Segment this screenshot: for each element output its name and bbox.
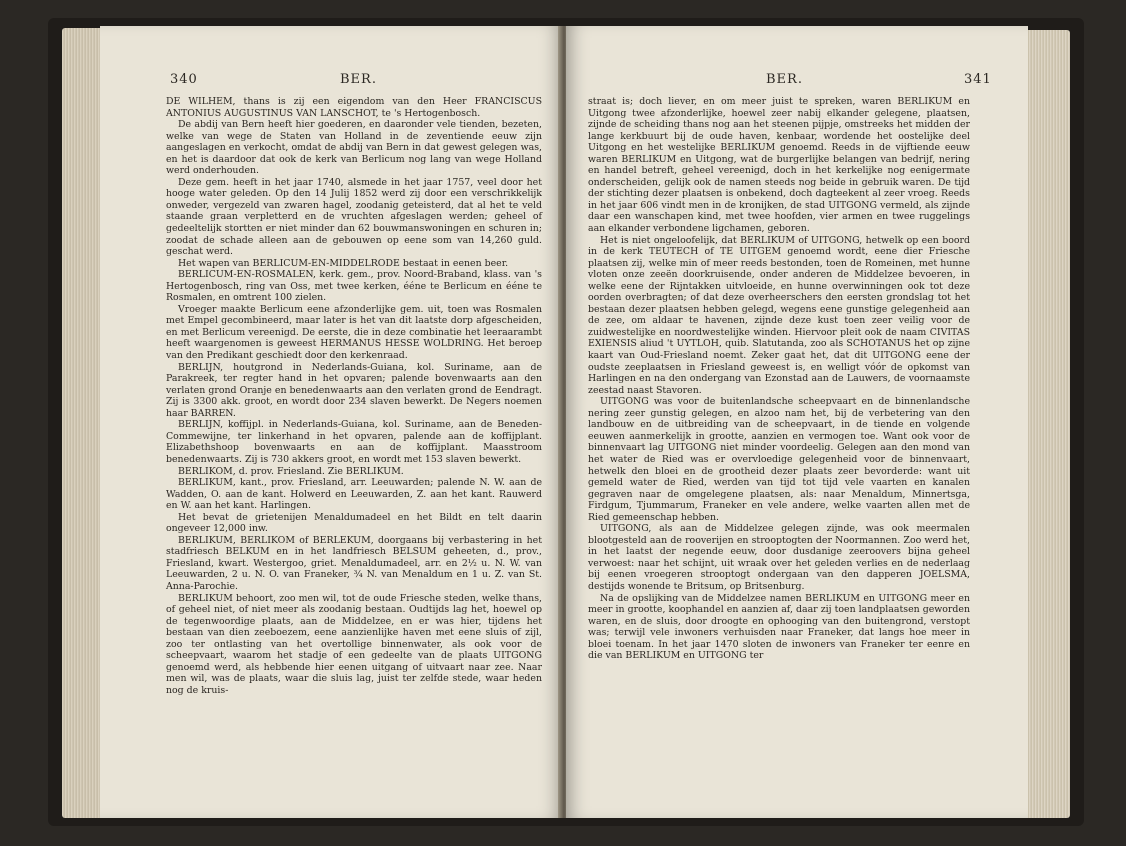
paragraph: De abdij van Bern heeft hier goederen, en daaronder vele tienden, bezeten, welke van wege de Staten van Holland in de zeventiende eeuw zijn aangeslagen en verkocht, omdat de abdij van Bern in dat gewest gelegen was, en het is daardoor dat ook de kerk van Berlicum nog lang van wege Holland werd onderhouden. [166,119,542,177]
dictionary-entry: BERLIKUM, kant., prov. Friesland, arr. Leeuwarden; palende N. W. aan de Wadden, O. aan de kant. Holwerd en Leeuwarden, Z. aan het kant. Rauwerd en W. aan het kant. Harlingen. [166,477,542,512]
paragraph: Het is niet ongeloofelijk, dat BERLIKUM of UITGONG, hetwelk op een boord in de kerk TEUTECH of TE UITGEM genoemd wordt, eene dier Friesche plaatsen zij, welke min of meer reeds bestonden, toen de Romeinen, met hunne vloten onze zeeën doorkruisende, onder anderen de Middelzee bevoeren, in welke eene der Rijntakken uitvloeide, en hunne overwinningen ook tot deze oorden overbragten; of dat deze overheerschers den eersten grondslag tot het bestaan dezer plaatsen hebben gelegd, wegens eene gunstige gelegenheid aan de zee, om aldaar te havenen, zijnde deze kust toen zeer veilig voor de zuidwestelijke en noordwestelijke winden. Hiervoor pleit ook de naam CIVITAS EXIENSIS aliud 't UYTLOH, quib. Slatutanda, zoo als SCHOTANUS het op zijne kaart van Oud-Friesland noemt. Zeker gaat het, dat dit UITGONG eene der oudste zeeplaatsen in Friesland geweest is, en welligt vóór de opkomst van Harlingen en na den ondergang van Ezonstad aan de Lauwers, de voornaamste zeestad naast Stavoren. [588,234,970,396]
paragraph: UITGONG, als aan de Middelzee gelegen zijnde, was ook meermalen blootgesteld aan de rooverijen en strooptogten der Noormannen. Zoo werd het, in het laatst der negende eeuw, door dusdanige zeeroovers bijna geheel verwoest: naar het schijnt, uit wraak over het geleden verlies en de nederlaag bij eenen vroegeren strooptogt ondergaan van den dapperen JOELSMA, destijds wonende te Britsum, op Britsenburg. [588,523,970,592]
dictionary-entry: BERLIKOM, d. prov. Friesland. Zie BERLIKUM. [178,465,404,477]
paragraph: Vroeger maakte Berlicum eene afzonderlijke gem. uit, toen was Rosmalen met Empel gecombineerd, maar later is het van dit laatste dorp afgescheiden, en met Berlicum vereenigd. De eerste, die in deze combinatie het leeraarambt heeft waargenomen is geweest HERMANUS HESSE WOLDRING. Het beroep van den Predikant geschiedt door den kerkenraad. [166,303,542,362]
page-number: 341 [964,72,992,87]
dictionary-entry: BERLICUM-EN-ROSMALEN, kerk. gem., prov. Noord-Braband, klass. van 's Hertogenbosch, ring van Oss, met twee kerken, ééne te Berlicum en ééne te Rosmalen, en omtrent 100 zielen. [166,269,542,304]
paragraph: Na de opslijking van de Middelzee namen BERLIKUM en UITGONG meer en meer in grootte, koophandel en aanzien af, daar zij toen landplaatsen geworden waren, en de sluis, door droogte en ophooging van den buitengrond, verstopt was; terwijl vele inwoners verhuisden naar Franeker, dat langs hoe meer in bloei toenam. In het jaar 1470 sloten de inwoners van Franeker ter eenre en die van BERLIKUM en UITGONG ter [588,592,970,662]
paragraph: BERLIKUM behoort, zoo men wil, tot de oude Friesche steden, welke thans, of geheel niet, of niet meer als zoodanig bestaan. Oudtijds lag het, hoewel op de tegenwoordige plaats, aan de Middelzee, en er was hier, tijdens het bestaan van dien zeeboezem, eene aanzienlijke haven met eene sluis of zijl, zoo ter ontlasting van het overtollige binnenwater, als ook voor de scheepvaart, waarom het stadje of een gedeelte van de plaats UITGONG genoemd werd, als hebbende hier eenen uitgang of uitvaart naar zee. Naar men wil, was de plaats, waar die sluis lag, juist ter zelfde stede, waar heden nog de kruis- [166,592,542,696]
dictionary-entry: BERLIKUM, BERLIKOM of BERLEKUM, doorgaans bij verbastering in het stadfriesch BELKUM en in het landfriesch BELSUM geheeten, d., prov., Friesland, kwart. Westergoo, griet. Menaldumadeel, arr. en 2½ u. N. W. van Leeuwarden, 2 u. N. O. van Franeker, ¾ N. van Menaldum en 1 u. Z. van St. Anna-Parochie. [166,534,542,592]
paragraph: UITGONG was voor de buitenlandsche scheepvaart en de binnenlandsche nering zeer gunstig gelegen, en alzoo nam het, bij de verbetering van den landbouw en de uitbreiding van de scheepvaart, in de tiende en volgende eeuwen aanmerkelijk in grootte, aanzien en vermogen toe. Want ook voor de binnenvaart lag UITGONG niet minder voordeelig. Gelegen aan den mond van het water de Ried was er overvloedige gelegenheid voor de binnenvaart, hetwelk den bloei en de grootheid dezer plaats zeer bevorderde: want uit gemeld water de Ried, werden van tijd tot tijd vele vaarten en kanalen gegraven naar de omgelegene plaatsen, als: naar Menaldum, Minnertsga, Firdgum, Tjummarum, Franeker en vele andere, welke vaarten allen met de Ried gemeenschap hebben. [588,396,970,523]
page-edges-right [1026,30,1070,818]
dictionary-entry: BERLIJN, houtgrond in Nederlands-Guiana, kol. Suriname, aan de Parakreek, ter regter hand in het opvaren; palende bovenwaarts aan den verlaten grond Oranje en benedenwaarts aan den verlaten grond de Eendragt. Zij is 3300 akk. groot, en wordt door 234 slaven bewerkt. De Negers noemen haar BARREN. [166,361,542,419]
paragraph: DE WILHEM, thans is zij een eigendom van den Heer FRANCISCUS ANTONIUS AUGUSTINUS VAN LANSCHOT, te 's Hertogenbosch. [166,96,542,119]
paragraph: Het wapen van BERLICUM-EN-MIDDELRODE bestaat in eenen beer. [178,257,509,269]
page-text [166,96,542,696]
right-page [566,26,1028,818]
page-number: 340 [170,72,198,87]
page-text [588,96,970,662]
paragraph: straat is; doch liever, en om meer juist te spreken, waren BERLIKUM en Uitgong twee afzonderlijke, hoewel zeer nabij elkander gelegene, plaatsen, zijnde de scheiding thans nog aan het steenen pijpje, omstreeks het midden der lange kerkbuurt bij de oude haven, kenbaar, wordende het oostelijke deel Uitgong en het westelijke BERLIKUM genoemd. Reeds in de vijftiende eeuw waren BERLIKUM en Uitgong, wat de burgerlijke belangen van bedrijf, nering en handel betreft, geheel vereenigd, doch in het kerkelijke nog eenigermate onderscheiden, gelijk ook de namen steeds nog beide in gebruik waren. De tijd der stichting dezer plaatsen is onbekend, doch dagteekent al zeer vroeg. Reeds in het jaar 606 vindt men in de kronijken, de stad UITGONG vermeld, als zijnde daar een wanschapen kind, met twee hoofden, vier armen en twee ruggelings aan elkander verbondene ligchamen, geboren. [588,96,970,235]
running-head: BER. [340,72,377,87]
paragraph: Deze gem. heeft in het jaar 1740, alsmede in het jaar 1757, veel door het hooge water geleden. Op den 14 Julij 1852 werd zij door een verschrikkelijk onweder, vergezeld van zwaren hagel, zoodanig geteisterd, dat al het te veld staande graan verpletterd en de vruchten afgeslagen werden; geheel of gedeeltelijk stortten er niet minder dan 62 bouwmanswoningen en schuren in; zoodat de schade alleen aan de gebouwen op eene som van 14,260 guld. geschat werd. [166,176,542,258]
dictionary-entry: BERLIJN, koffijpl. in Nederlands-Guiana, kol. Suriname, aan de Beneden-Commewijne, ter linkerhand in het opvaren, palende aan de koffijplant. Elizabethshoop bovenwaarts en aan de koffijplant. Maasstroom benedenwaarts. Zij is 730 akkers groot, en wordt met 153 slaven bewerkt. [166,419,542,465]
paragraph: Het bevat de grietenijen Menaldumadeel en het Bildt en telt daarin ongeveer 12,000 inw. [166,511,542,535]
running-head: BER. [766,72,803,87]
left-page [100,26,562,818]
